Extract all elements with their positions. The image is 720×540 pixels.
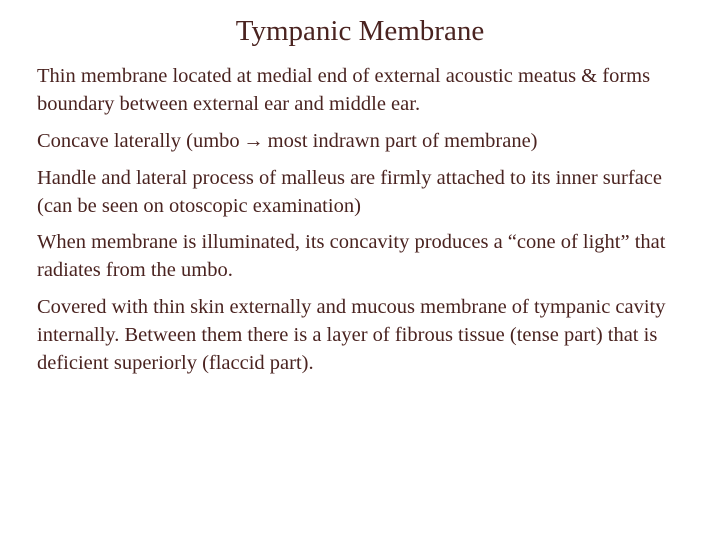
concavity-text-after: most indrawn part of membrane) [267,130,538,152]
slide-title: Tympanic Membrane [235,15,485,47]
paragraph-concavity [37,127,697,155]
paragraph-membrane-location: Thin membrane located at medial end of external acoustic meatus & forms boundary between external ear and middle ear. [37,65,651,115]
right-arrow-icon: → [243,130,264,152]
concavity-text-before: Concave laterally (umbo [37,130,240,152]
paragraph-membrane-layers: Covered with thin skin externally and mucous membrane of tympanic cavity internally. Between them there is a layer of fibrous tissue (tense part) that is deficient superiorly (flaccid part). [37,296,666,374]
paragraph-cone-of-light: When membrane is illuminated, its concavity produces a “cone of light” that radiates from the umbo. [37,231,666,281]
slide-body [37,62,697,386]
paragraph-malleus-attachment: Handle and lateral process of malleus are firmly attached to its inner surface (can be seen on otoscopic examination) [37,167,662,217]
